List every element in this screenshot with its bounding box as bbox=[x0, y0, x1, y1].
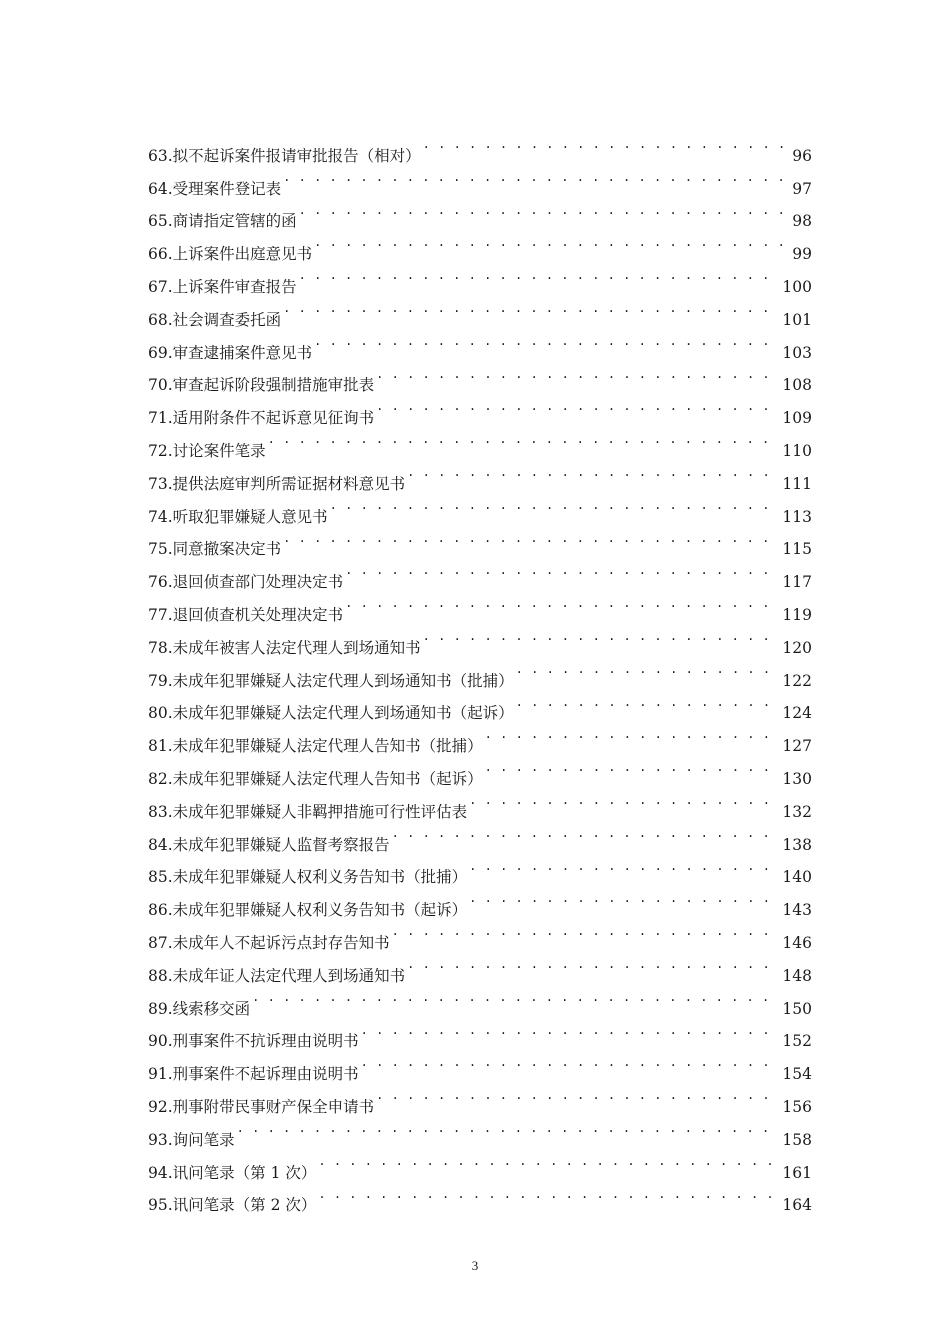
toc-entry-page: 103 bbox=[782, 343, 812, 362]
toc-entry-page: 150 bbox=[782, 999, 812, 1018]
toc-entry-page: 120 bbox=[782, 638, 812, 657]
toc-entry-title: 适用附条件不起诉意见征询书 bbox=[172, 409, 375, 428]
toc-entry-number: 84. bbox=[148, 835, 173, 854]
toc-entry-number: 67. bbox=[148, 277, 173, 296]
toc-entry-number: 68. bbox=[148, 310, 173, 329]
toc-entry-page: 97 bbox=[792, 179, 812, 198]
toc-entry-page: 96 bbox=[792, 146, 812, 165]
toc-entry-page: 146 bbox=[782, 933, 812, 952]
toc-entry-number: 95. bbox=[148, 1196, 173, 1215]
toc-entry-number: 91. bbox=[148, 1065, 173, 1084]
dot-leader bbox=[469, 882, 780, 915]
toc-entry-title: 未成年犯罪嫌疑人监督考察报告 bbox=[172, 835, 390, 854]
dot-leader bbox=[407, 948, 780, 981]
toc-entry[interactable] bbox=[148, 1145, 812, 1182]
toc-entry-number: 76. bbox=[148, 573, 173, 592]
dot-leader bbox=[392, 915, 781, 948]
dot-leader bbox=[469, 784, 780, 817]
toc-entry-number: 63. bbox=[148, 146, 173, 165]
toc-entry-title: 未成年犯罪嫌疑人法定代理人到场通知书（批捕） bbox=[172, 671, 514, 690]
dot-leader bbox=[485, 751, 781, 784]
toc-entry[interactable] bbox=[148, 128, 812, 165]
dot-leader bbox=[330, 489, 781, 522]
toc-entry-title: 未成年犯罪嫌疑人权利义务告知书（批捕） bbox=[172, 868, 468, 887]
toc-entry-title: 未成年犯罪嫌疑人法定代理人告知书（起诉） bbox=[172, 769, 483, 788]
toc-entry-page: 138 bbox=[782, 835, 812, 854]
toc-entry-number: 73. bbox=[148, 474, 173, 493]
dot-leader bbox=[516, 653, 781, 686]
toc-entry-title: 讯问笔录（第 1 次） bbox=[172, 1163, 317, 1182]
dot-leader bbox=[299, 259, 781, 292]
toc-entry-title: 讯问笔录（第 2 次） bbox=[172, 1196, 317, 1215]
dot-leader bbox=[283, 522, 780, 555]
dot-leader bbox=[423, 620, 781, 653]
toc-entry-title: 未成年犯罪嫌疑人权利义务告知书（起诉） bbox=[172, 901, 468, 920]
toc-entry-page: 161 bbox=[782, 1163, 812, 1182]
toc-entry-number: 72. bbox=[148, 441, 173, 460]
dot-leader bbox=[485, 718, 781, 751]
toc-entry-number: 80. bbox=[148, 704, 173, 723]
toc-entry-page: 143 bbox=[782, 901, 812, 920]
dot-leader bbox=[361, 1014, 781, 1047]
toc-entry-title: 未成年被害人法定代理人到场通知书 bbox=[172, 638, 421, 657]
toc-entry-page: 115 bbox=[782, 540, 812, 559]
dot-leader bbox=[299, 194, 791, 227]
toc-entry-number: 94. bbox=[148, 1163, 173, 1182]
toc-entry-page: 117 bbox=[782, 573, 812, 592]
toc-entry-title: 审查逮捕案件意见书 bbox=[172, 343, 313, 362]
toc-entry-page: 132 bbox=[782, 802, 812, 821]
page-number: 3 bbox=[471, 1258, 479, 1273]
toc-entry-title: 社会调查委托函 bbox=[172, 310, 282, 329]
toc-entry-number: 78. bbox=[148, 638, 173, 657]
toc-entry-title: 上诉案件审查报告 bbox=[172, 277, 297, 296]
toc-entry-number: 69. bbox=[148, 343, 173, 362]
dot-leader bbox=[423, 128, 791, 161]
toc-entry-title: 线索移交函 bbox=[172, 999, 251, 1018]
toc-entry-title: 商请指定管辖的函 bbox=[172, 212, 297, 231]
toc-entry-title: 刑事案件不起诉理由说明书 bbox=[172, 1065, 359, 1084]
dot-leader bbox=[314, 325, 780, 358]
toc-entry-number: 79. bbox=[148, 671, 173, 690]
toc-entry-title: 同意撤案决定书 bbox=[172, 540, 282, 559]
toc-entry-number: 64. bbox=[148, 179, 173, 198]
toc-entry-number: 90. bbox=[148, 1032, 173, 1051]
toc-entry-number: 71. bbox=[148, 409, 173, 428]
toc-entry-number: 81. bbox=[148, 737, 173, 756]
toc-entry-title: 未成年犯罪嫌疑人法定代理人告知书（批捕） bbox=[172, 737, 483, 756]
dot-leader bbox=[345, 554, 780, 587]
toc-entry-page: 148 bbox=[782, 966, 812, 985]
toc-entry-title: 询问笔录 bbox=[172, 1130, 235, 1149]
toc-entry-page: 110 bbox=[782, 441, 812, 460]
toc-entry-page: 99 bbox=[792, 245, 812, 264]
toc-entry-page: 124 bbox=[782, 704, 812, 723]
toc-entry-title: 未成年证人法定代理人到场通知书 bbox=[172, 966, 406, 985]
dot-leader bbox=[252, 981, 780, 1014]
toc-entry-page: 164 bbox=[782, 1196, 812, 1215]
toc-entry-title: 受理案件登记表 bbox=[172, 179, 282, 198]
dot-leader bbox=[268, 423, 781, 456]
dot-leader bbox=[376, 1079, 780, 1112]
toc-entry-title: 退回侦查部门处理决定书 bbox=[172, 573, 344, 592]
toc-entry-number: 82. bbox=[148, 769, 173, 788]
toc-entry-title: 未成年人不起诉污点封存告知书 bbox=[172, 933, 390, 952]
toc-entry-number: 66. bbox=[148, 245, 173, 264]
toc-entry-page: 140 bbox=[782, 868, 812, 887]
toc-entry-number: 83. bbox=[148, 802, 173, 821]
toc-entry-page: 122 bbox=[782, 671, 812, 690]
dot-leader bbox=[283, 292, 780, 325]
toc-entry-number: 65. bbox=[148, 212, 173, 231]
toc-entry-number: 92. bbox=[148, 1097, 173, 1116]
toc-entry-number: 89. bbox=[148, 999, 173, 1018]
dot-leader bbox=[516, 686, 781, 719]
toc-entry-page: 98 bbox=[792, 212, 812, 231]
toc-entry-number: 93. bbox=[148, 1130, 173, 1149]
toc-entry-page: 130 bbox=[782, 769, 812, 788]
dot-leader bbox=[314, 226, 790, 259]
toc-entry[interactable] bbox=[148, 1112, 812, 1149]
dot-leader bbox=[376, 390, 780, 423]
dot-leader bbox=[392, 817, 781, 850]
toc-entry-number: 88. bbox=[148, 966, 173, 985]
toc-entry-page: 156 bbox=[782, 1097, 812, 1116]
toc-entry-page: 154 bbox=[782, 1065, 812, 1084]
toc-entry-title: 刑事附带民事财产保全申请书 bbox=[172, 1097, 375, 1116]
toc-entry-title: 审查起诉阶段强制措施审批表 bbox=[172, 376, 375, 395]
dot-leader bbox=[361, 1046, 781, 1079]
toc-entry-title: 讨论案件笔录 bbox=[172, 441, 266, 460]
toc-entry-title: 刑事案件不抗诉理由说明书 bbox=[172, 1032, 359, 1051]
toc-entry-number: 70. bbox=[148, 376, 173, 395]
toc-entry-page: 111 bbox=[782, 474, 812, 493]
toc-entry-page: 158 bbox=[782, 1130, 812, 1149]
toc-entry-page: 100 bbox=[782, 277, 812, 296]
toc-entry-page: 108 bbox=[782, 376, 812, 395]
toc-entry-number: 77. bbox=[148, 605, 173, 624]
toc-entry-page: 127 bbox=[782, 737, 812, 756]
toc-entry-page: 113 bbox=[782, 507, 812, 526]
table-of-contents bbox=[148, 128, 812, 1215]
toc-entry-title: 未成年犯罪嫌疑人非羁押措施可行性评估表 bbox=[172, 802, 468, 821]
dot-leader bbox=[318, 1145, 780, 1178]
dot-leader bbox=[407, 456, 780, 489]
toc-entry-title: 退回侦查机关处理决定书 bbox=[172, 605, 344, 624]
dot-leader bbox=[318, 1178, 780, 1211]
dot-leader bbox=[469, 850, 780, 883]
toc-entry-number: 74. bbox=[148, 507, 173, 526]
dot-leader bbox=[345, 587, 780, 620]
toc-entry-title: 上诉案件出庭意见书 bbox=[172, 245, 313, 264]
toc-entry-page: 109 bbox=[782, 409, 812, 428]
toc-entry-title: 听取犯罪嫌疑人意见书 bbox=[172, 507, 328, 526]
dot-leader bbox=[376, 358, 780, 391]
toc-entry-page: 152 bbox=[782, 1032, 812, 1051]
toc-entry-number: 85. bbox=[148, 868, 173, 887]
toc-entry-title: 未成年犯罪嫌疑人法定代理人到场通知书（起诉） bbox=[172, 704, 514, 723]
toc-entry-page: 101 bbox=[782, 310, 812, 329]
dot-leader bbox=[283, 161, 790, 194]
toc-entry-number: 87. bbox=[148, 933, 173, 952]
toc-entry-title: 拟不起诉案件报请审批报告（相对） bbox=[172, 146, 421, 165]
toc-entry-page: 119 bbox=[782, 605, 812, 624]
toc-entry-title: 提供法庭审判所需证据材料意见书 bbox=[172, 474, 406, 493]
toc-entry-number: 86. bbox=[148, 901, 173, 920]
toc-entry-number: 75. bbox=[148, 540, 173, 559]
dot-leader bbox=[237, 1112, 781, 1145]
